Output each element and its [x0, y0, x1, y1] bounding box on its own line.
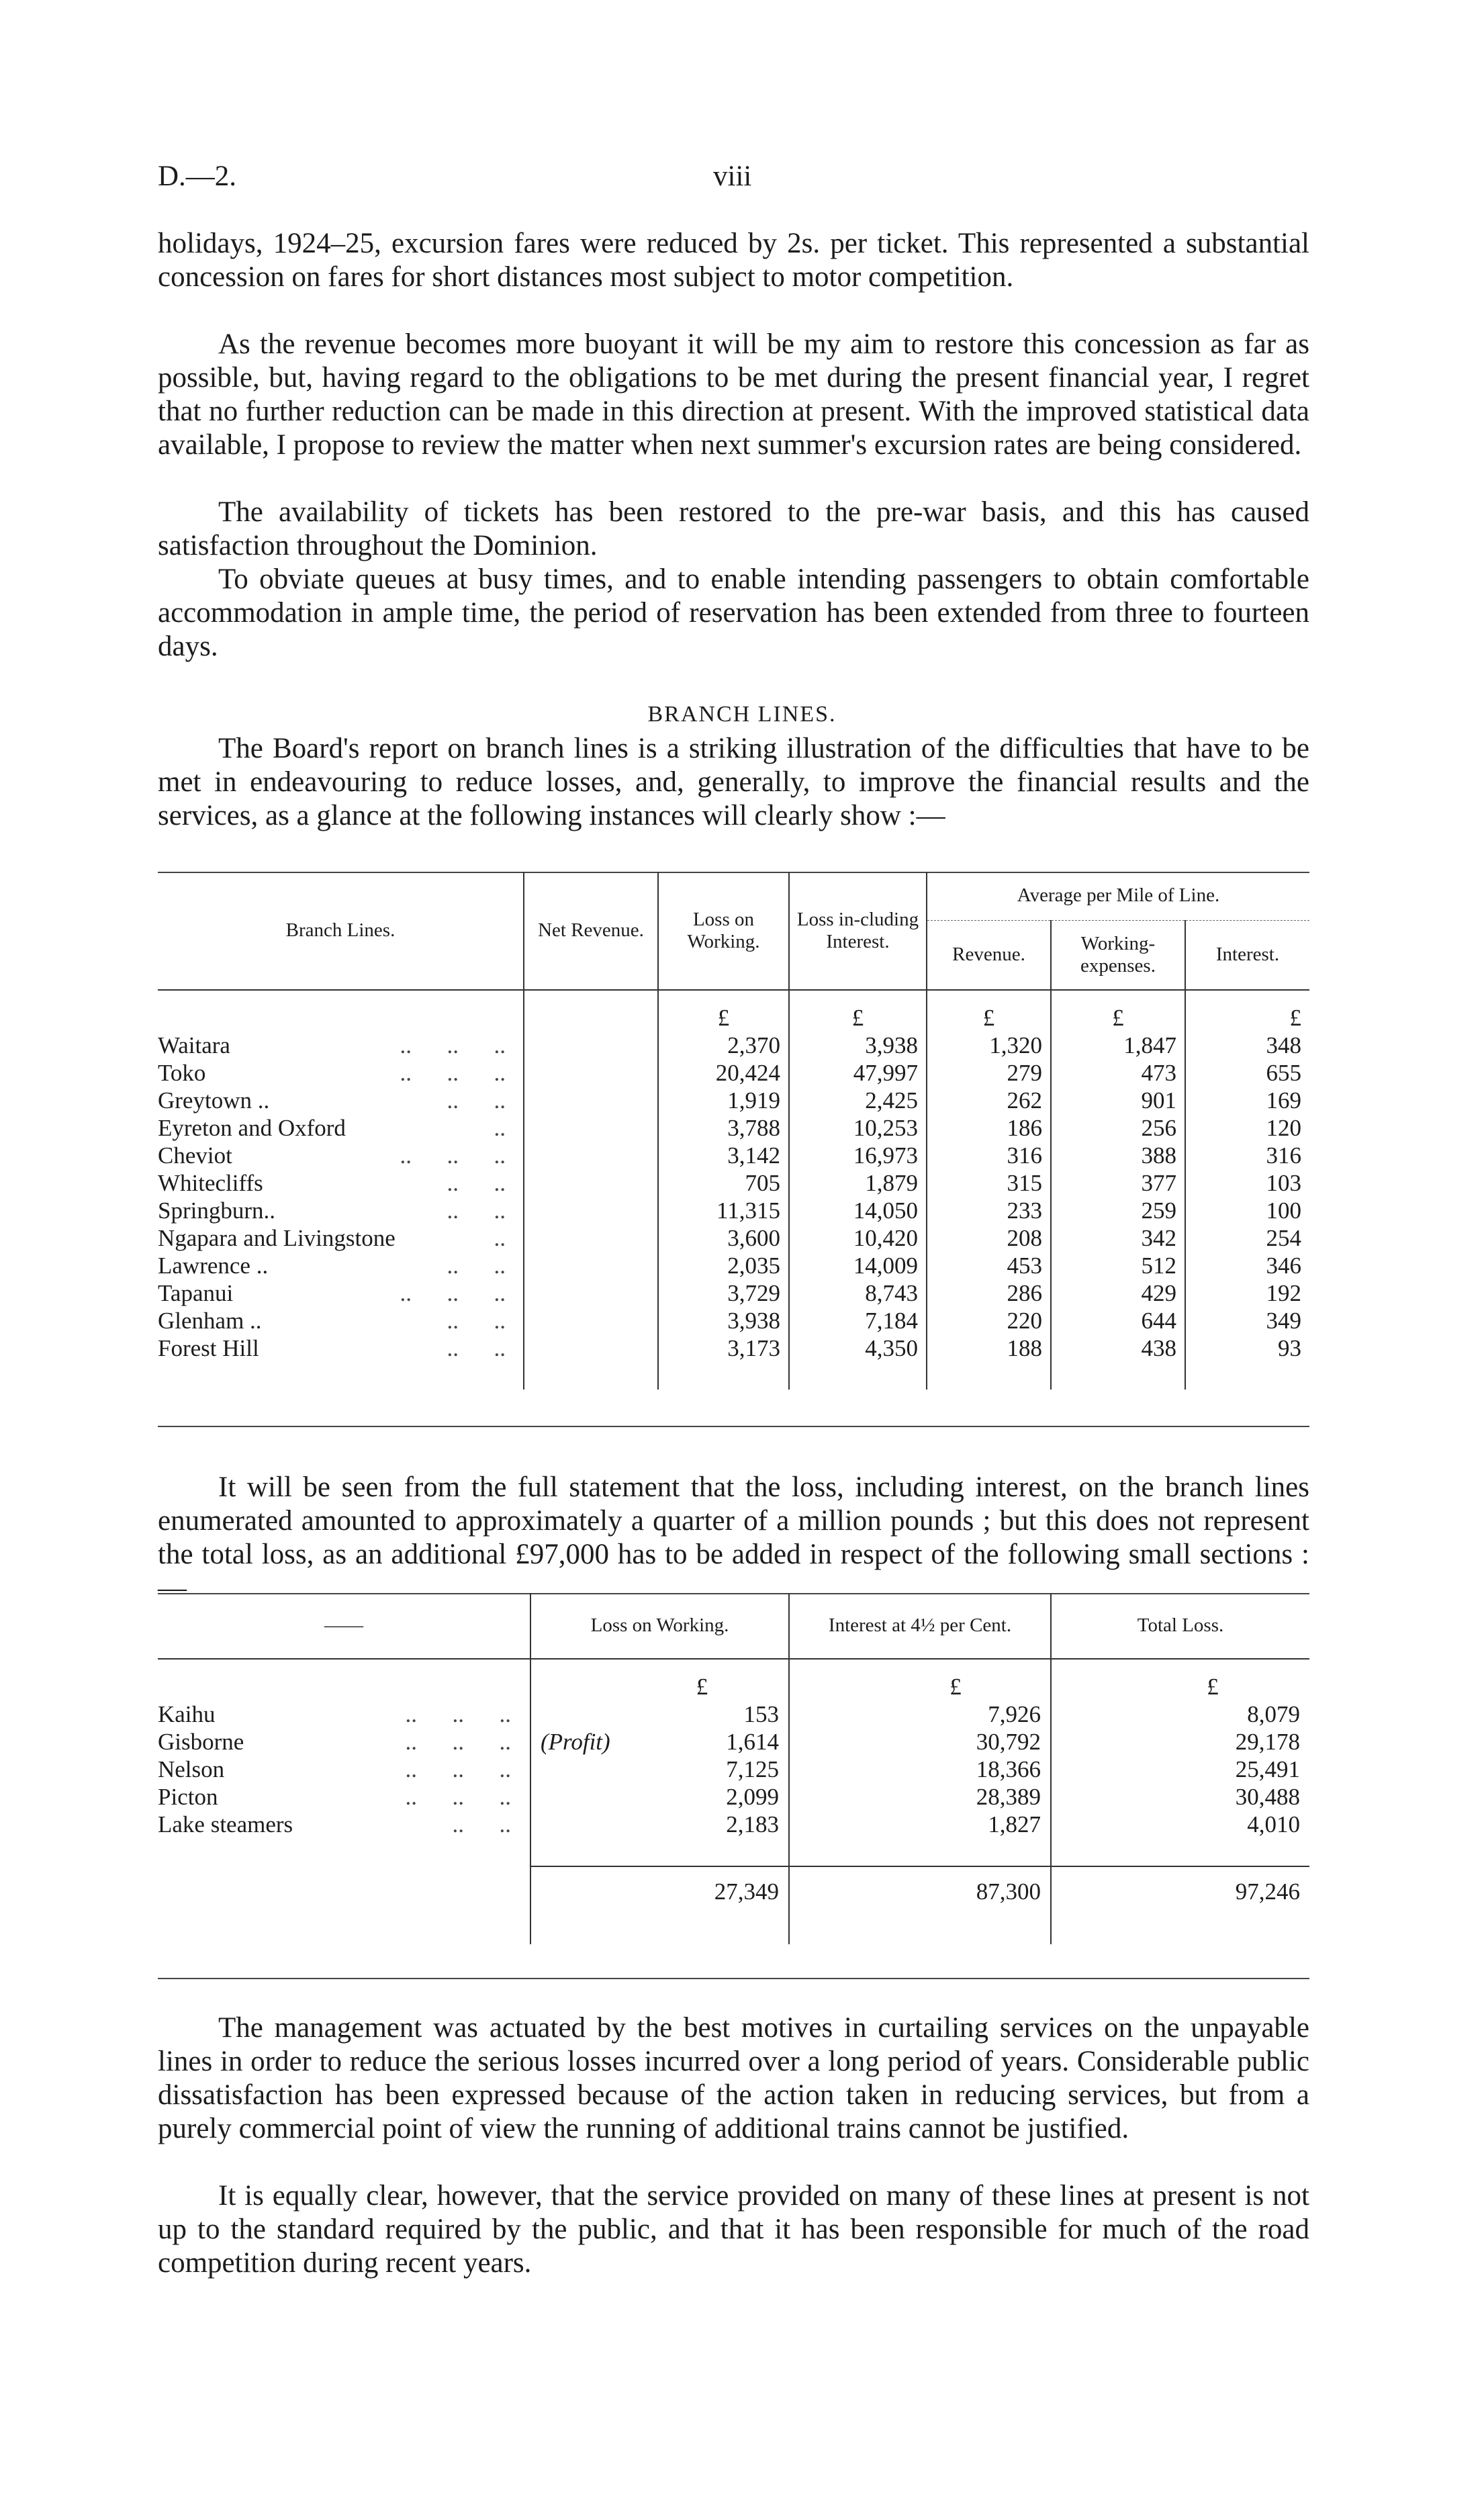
table2-bottom-rule: [158, 1978, 1309, 1979]
branch-name: Eyreton and Oxford ..: [158, 1115, 506, 1141]
total-loss: 4,010: [1051, 1811, 1309, 1838]
branch-name: Waitara .. .. ..: [158, 1032, 506, 1058]
revenue-per-mile: 186: [927, 1114, 1051, 1142]
interest-per-mile: 348: [1185, 1032, 1309, 1059]
loss-on-working: 3,788: [658, 1114, 789, 1142]
interest-per-mile: 655: [1185, 1059, 1309, 1087]
working-expenses-per-mile: 644: [1051, 1307, 1185, 1334]
revenue-per-mile: 286: [927, 1279, 1051, 1307]
interest-amount: 1,827: [789, 1811, 1051, 1838]
interest-per-mile: 349: [1185, 1307, 1309, 1334]
section-heading: BRANCH LINES.: [647, 702, 837, 727]
revenue-per-mile: 279: [927, 1059, 1051, 1087]
working-expenses-per-mile: 429: [1051, 1279, 1185, 1307]
net-revenue: [524, 1114, 658, 1142]
table-row: [158, 1224, 1309, 1252]
loss-on-working: 7,125: [530, 1756, 789, 1783]
interest-amount: 28,389: [789, 1783, 1051, 1811]
net-revenue: [524, 1307, 658, 1334]
paragraph-3: The availability of tickets has been restored to the pre-war basis, and this has caused satisfaction throughout the Dominion.: [158, 496, 1309, 561]
unit-label: £: [658, 990, 789, 1032]
table-row: [158, 1783, 1309, 1811]
paragraph-4: To obviate queues at busy times, and to enable intending passengers to obtain comfortable accommodation in ample time, the period of reservation has been extended from three to fourteen days.: [158, 563, 1309, 662]
revenue-per-mile: 316: [927, 1142, 1051, 1169]
net-revenue: [524, 1197, 658, 1224]
table-row: [158, 1059, 1309, 1087]
total-loss: 30,488: [1051, 1783, 1309, 1811]
table-row: [158, 1756, 1309, 1783]
header-interest: Interest.: [1185, 920, 1309, 990]
loss-including-interest: 16,973: [789, 1142, 927, 1169]
net-revenue: [524, 1334, 658, 1362]
header-loss-including-interest: Loss in-cluding Interest.: [789, 872, 927, 990]
loss-on-working: 3,938: [658, 1307, 789, 1334]
unit-label: £: [789, 990, 927, 1032]
header-average-per-mile: Average per Mile of Line.: [927, 872, 1309, 920]
table-row: [158, 1334, 1309, 1362]
small-sections-table: [158, 1593, 1309, 1944]
branch-name: Tapanui .. .. ..: [158, 1280, 506, 1306]
table-row: [158, 1700, 1309, 1728]
total-loss: 29,178: [1051, 1728, 1309, 1756]
unit-label: £: [1051, 1659, 1309, 1700]
branch-name: Toko .. .. ..: [158, 1060, 506, 1086]
loss-including-interest: 14,009: [789, 1252, 927, 1279]
total-interest: 87,300: [789, 1866, 1051, 1917]
branch-name: Ngapara and Livingstone ..: [158, 1225, 506, 1251]
revenue-per-mile: 188: [927, 1334, 1051, 1362]
section-name: Kaihu .. .. ..: [158, 1701, 511, 1727]
working-expenses-per-mile: 512: [1051, 1252, 1185, 1279]
working-expenses-per-mile: 256: [1051, 1114, 1185, 1142]
branch-name: Greytown .. .. ..: [158, 1087, 506, 1114]
loss-including-interest: 47,997: [789, 1059, 927, 1087]
interest-per-mile: 93: [1185, 1334, 1309, 1362]
net-revenue: [524, 1224, 658, 1252]
interest-per-mile: 103: [1185, 1169, 1309, 1197]
working-expenses-per-mile: 342: [1051, 1224, 1185, 1252]
table-row: [158, 1114, 1309, 1142]
loss-on-working: 1,919: [658, 1087, 789, 1114]
section-name: Gisborne .. .. ..: [158, 1729, 511, 1755]
interest-per-mile: 120: [1185, 1114, 1309, 1142]
header-revenue: Revenue.: [927, 920, 1051, 990]
table-row: [158, 1811, 1309, 1838]
unit-label: £: [927, 990, 1051, 1032]
loss-on-working: 2,370: [658, 1032, 789, 1059]
branch-name: Whitecliffs .. ..: [158, 1170, 506, 1196]
table-row: [158, 1169, 1309, 1197]
branch-name: Forest Hill .. ..: [158, 1335, 506, 1361]
closing-paragraph-2: It is equally clear, however, that the service provided on many of these lines at present is not up to the standard required by the public, and that it has been responsible for much of the road competition during recent years.: [158, 2180, 1309, 2279]
table-row: [158, 1087, 1309, 1114]
table-row: [158, 1197, 1309, 1224]
interest-per-mile: 100: [1185, 1197, 1309, 1224]
interest-amount: 7,926: [789, 1700, 1051, 1728]
loss-on-working: 2,183: [530, 1811, 789, 1838]
interest-amount: 18,366: [789, 1756, 1051, 1783]
branch-lines-table: [158, 872, 1309, 1390]
table-row: [158, 1252, 1309, 1279]
section-name: Lake steamers .. ..: [158, 1811, 511, 1837]
loss-on-working: 705: [658, 1169, 789, 1197]
interest-per-mile: 254: [1185, 1224, 1309, 1252]
header-branch-lines: Branch Lines.: [158, 872, 524, 990]
loss-including-interest: 4,350: [789, 1334, 927, 1362]
document-reference: D.—2.: [158, 161, 237, 192]
branch-name: Glenham .. .. ..: [158, 1308, 506, 1334]
loss-on-working: 2,035: [658, 1252, 789, 1279]
loss-on-working: 3,142: [658, 1142, 789, 1169]
loss-including-interest: 10,253: [789, 1114, 927, 1142]
header-net-revenue: Net Revenue.: [524, 872, 658, 990]
loss-on-working: 20,424: [658, 1059, 789, 1087]
header-blank: ——: [158, 1593, 530, 1659]
working-expenses-per-mile: 388: [1051, 1142, 1185, 1169]
total-loss: 25,491: [1051, 1756, 1309, 1783]
unit-label: £: [1051, 990, 1185, 1032]
loss-on-working: 153: [530, 1700, 789, 1728]
working-expenses-per-mile: 901: [1051, 1087, 1185, 1114]
revenue-per-mile: 220: [927, 1307, 1051, 1334]
loss-on-working: 11,315: [658, 1197, 789, 1224]
loss-including-interest: 1,879: [789, 1169, 927, 1197]
loss-on-working: (Profit) 1,614: [530, 1728, 789, 1756]
loss-including-interest: 3,938: [789, 1032, 927, 1059]
section-name: Nelson .. .. ..: [158, 1756, 511, 1782]
table-row: [158, 1307, 1309, 1334]
net-revenue: [524, 1059, 658, 1087]
interest-per-mile: 316: [1185, 1142, 1309, 1169]
loss-including-interest: 7,184: [789, 1307, 927, 1334]
revenue-per-mile: 233: [927, 1197, 1051, 1224]
revenue-per-mile: 453: [927, 1252, 1051, 1279]
section-name: Picton .. .. ..: [158, 1784, 511, 1810]
unit-label: £: [789, 1659, 1051, 1700]
loss-on-working: 2,099: [530, 1783, 789, 1811]
net-revenue: [524, 1142, 658, 1169]
paragraph-2: As the revenue becomes more buoyant it will be my aim to restore this concession as far as possible, but, having regard to the obligations to be met during the present financial year, I regret that no further reduction can be made in this direction at present. With the improved statistical data available, I propose to review the matter when next summer's excursion rates are being considered.: [158, 328, 1309, 461]
table-row: [158, 1279, 1309, 1307]
net-revenue: [524, 1279, 658, 1307]
table1-bottom-rule: [158, 1426, 1309, 1427]
working-expenses-per-mile: 473: [1051, 1059, 1185, 1087]
loss-on-working: 3,729: [658, 1279, 789, 1307]
profit-prefix: (Profit): [541, 1729, 610, 1755]
net-revenue: [524, 1252, 658, 1279]
interest-per-mile: 192: [1185, 1279, 1309, 1307]
interest-amount: 30,792: [789, 1728, 1051, 1756]
unit-label: £: [1185, 990, 1309, 1032]
working-expenses-per-mile: 1,847: [1051, 1032, 1185, 1059]
working-expenses-per-mile: 438: [1051, 1334, 1185, 1362]
total-loss-on-working: 27,349: [530, 1866, 789, 1917]
branch-name: Cheviot .. .. ..: [158, 1142, 506, 1169]
loss-including-interest: 2,425: [789, 1087, 927, 1114]
net-revenue: [524, 1169, 658, 1197]
net-revenue: [524, 1032, 658, 1059]
working-expenses-per-mile: 259: [1051, 1197, 1185, 1224]
revenue-per-mile: 208: [927, 1224, 1051, 1252]
loss-including-interest: 10,420: [789, 1224, 927, 1252]
middle-paragraph: It will be seen from the full statement that the loss, including interest, on the branch lines enumerated amounted to approximately a quarter of a million pounds ; but this does not represent the total loss, as an additional £97,000 has to be added in respect of the following small sections :—: [158, 1471, 1309, 1604]
revenue-per-mile: 262: [927, 1087, 1051, 1114]
header-working-expenses: Working-expenses.: [1051, 920, 1185, 990]
interest-per-mile: 346: [1185, 1252, 1309, 1279]
loss-on-working: 3,173: [658, 1334, 789, 1362]
loss-on-working: 3,600: [658, 1224, 789, 1252]
header-loss-on-working: Loss on Working.: [658, 872, 789, 990]
interest-per-mile: 169: [1185, 1087, 1309, 1114]
loss-including-interest: 8,743: [789, 1279, 927, 1307]
working-expenses-per-mile: 377: [1051, 1169, 1185, 1197]
header-interest-rate: Interest at 4½ per Cent.: [789, 1593, 1051, 1659]
unit-label: £: [530, 1659, 789, 1700]
table-row: [158, 1032, 1309, 1059]
table-row: [158, 1142, 1309, 1169]
header-loss-on-working: Loss on Working.: [530, 1593, 789, 1659]
branch-name: Lawrence .. .. ..: [158, 1253, 506, 1279]
loss-including-interest: 14,050: [789, 1197, 927, 1224]
table-row: [158, 1728, 1309, 1756]
total-loss: 97,246: [1051, 1866, 1309, 1917]
branch-intro-paragraph: The Board's report on branch lines is a striking illustration of the difficulties that have to be met in endeavouring to reduce losses, and, generally, to improve the financial results and the services, as a glance at the following instances will clearly show :—: [158, 733, 1309, 831]
revenue-per-mile: 315: [927, 1169, 1051, 1197]
page-number: viii: [713, 161, 752, 192]
total-loss: 8,079: [1051, 1700, 1309, 1728]
revenue-per-mile: 1,320: [927, 1032, 1051, 1059]
paragraph-1: holidays, 1924–25, excursion fares were reduced by 2s. per ticket. This represented a substantial concession on fares for short distances most subject to motor competition.: [158, 228, 1309, 293]
branch-name: Springburn.. .. ..: [158, 1197, 506, 1224]
net-revenue: [524, 1087, 658, 1114]
closing-paragraph-1: The management was actuated by the best motives in curtailing services on the unpayable lines in order to reduce the serious losses incurred over a long period of years. Considerable public dissatisfaction has been expressed because of the action taken in reducing services, but from a purely commercial point of view the running of additional trains cannot be justified.: [158, 2012, 1309, 2144]
header-total-loss: Total Loss.: [1051, 1593, 1309, 1659]
